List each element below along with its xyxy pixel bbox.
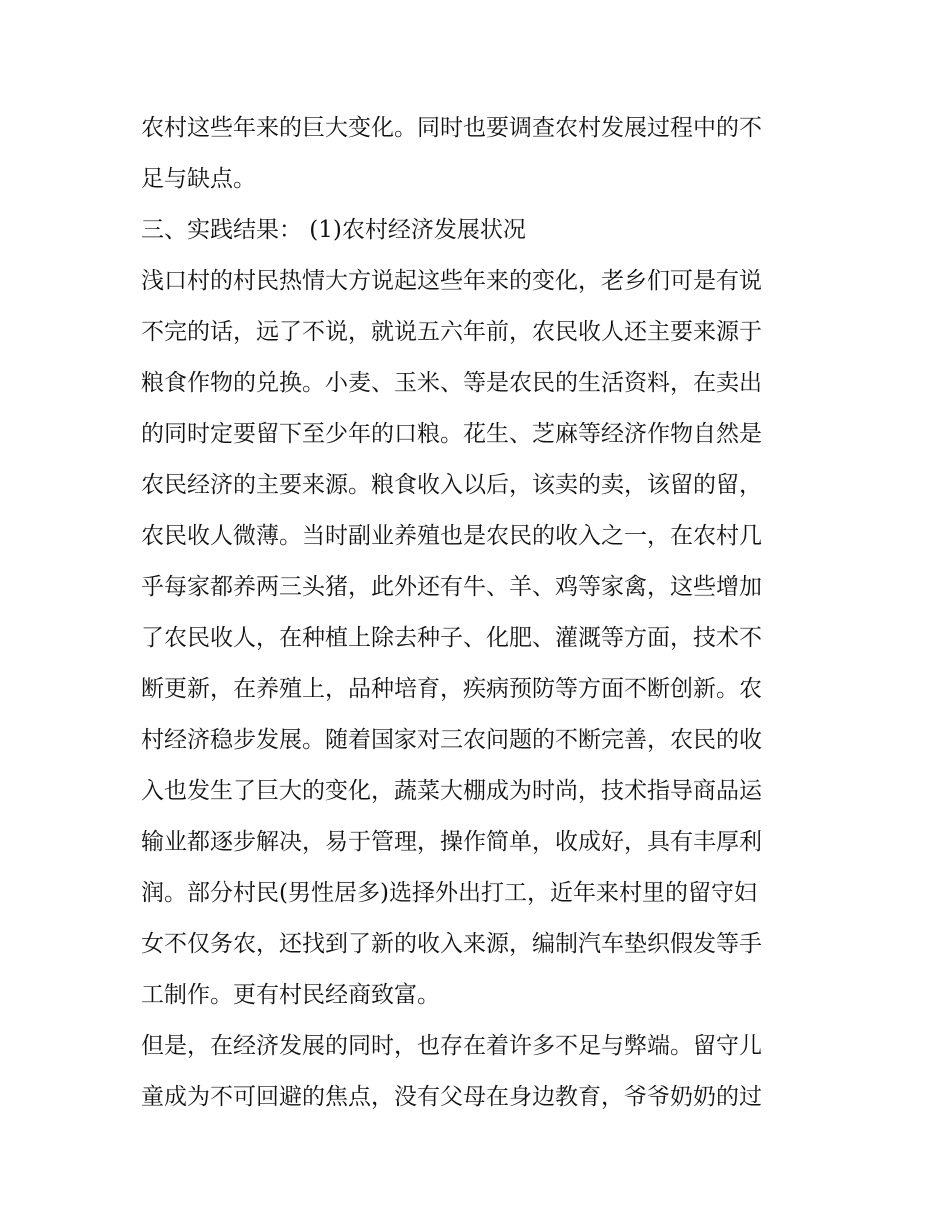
text-line: 入也发生了巨大的变化，蔬菜大棚成为时尚，技术指导商品运 [141,778,762,804]
text-line: 粮食作物的兑换。小麦、玉米、等是农民的生活资料，在卖出 [141,370,762,396]
text-line: 的同时定要留下至少年的口粮。花生、芝麻等经济作物自然是 [141,421,762,447]
section-heading: 三、实践结果： (1)农村经济发展状况 [141,217,526,243]
text-line: 乎每家都养两三头猪，此外还有牛、羊、鸡等家禽，这些增加 [141,574,762,600]
text-line: 村经济稳步发展。随着国家对三农问题的不断完善，农民的收 [141,727,762,753]
text-line: 浅口村的村民热情大方说起这些年来的变化，老乡们可是有说 [141,268,762,294]
text-line: 不完的话，远了不说，就说五六年前，农民收人还主要来源于 [141,319,762,345]
text-line: 断更新，在养殖上，品种培育，疾病预防等方面不断创新。农 [141,676,762,702]
text-line: 农民经济的主要来源。粮食收入以后，该卖的卖，该留的留， [141,472,762,498]
text-line: 童成为不可回避的焦点，没有父母在身边教育，爷爷奶奶的过 [141,1084,762,1110]
text-line: 农民收人微薄。当时副业养殖也是农民的收入之一，在农村几 [141,523,762,549]
text-line: 工制作。更有村民经商致富。 [141,982,440,1008]
text-line: 女不仅务农，还找到了新的收入来源，编制汽车垫织假发等手 [141,931,762,957]
text-line: 了农民收人，在种植上除去种子、化肥、灌溉等方面，技术不 [141,625,762,651]
text-line: 输业都逐步解决，易于管理，操作简单，收成好，具有丰厚利 [141,829,762,855]
text-line: 农村这些年来的巨大变化。同时也要调查农村发展过程中的不 [141,115,762,141]
text-line: 润。部分村民(男性居多)选择外出打工，近年来村里的留守妇 [141,880,757,906]
text-line: 但是，在经济发展的同时，也存在着许多不足与弊端。留守儿 [141,1033,762,1059]
text-line: 足与缺点。 [141,166,256,192]
